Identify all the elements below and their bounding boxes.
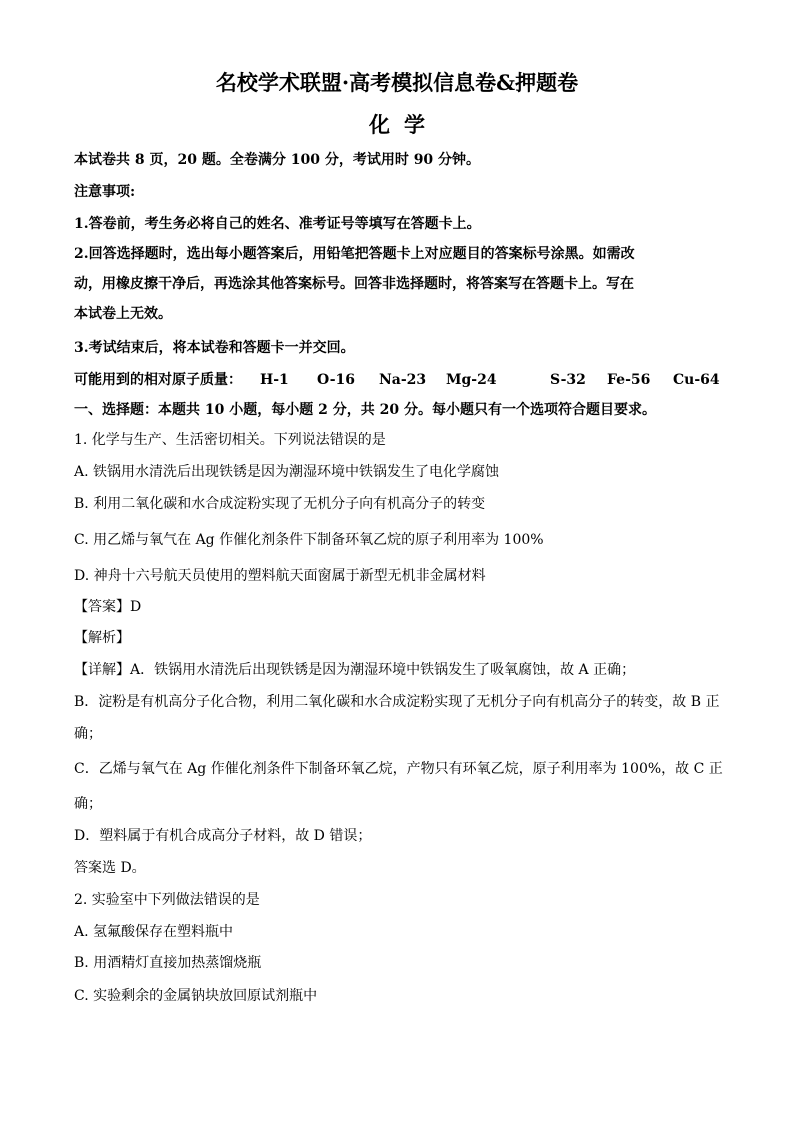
question-1-detail-line: 确；: [74, 726, 102, 742]
question-1-option-a: A. 铁锅用水清洗后出现铁锈是因为潮湿环境中铁锅发生了电化学腐蚀: [74, 464, 500, 480]
note-2-line-1: 2.回答选择题时，选出每小题答案后，用铅笔把答题卡上对应题目的答案标号涂黑。如需改: [74, 246, 635, 262]
subject-title: 化学: [369, 112, 439, 137]
atomic-mass-item: O-16: [317, 372, 356, 388]
question-1-detail-line: 确；: [74, 796, 102, 812]
note-3: 3.考试结束后，将本试卷和答题卡一并交回。: [74, 340, 355, 356]
atomic-mass-item: Fe-56: [607, 372, 651, 388]
atomic-mass-item: S-32: [550, 372, 586, 388]
exam-title: 名校学术联盟·高考模拟信息卷&押题卷: [215, 70, 579, 95]
question-1-option-d: D. 神舟十六号航天员使用的塑料航天面窗属于新型无机非金属材料: [74, 568, 486, 584]
question-1-detail-line: B．淀粉是有机高分子化合物，利用二氧化碳和水合成淀粉实现了无机分子向有机高分子的转变，故 B 正: [74, 694, 720, 710]
question-2-stem: 2. 实验室中下列做法错误的是: [74, 892, 260, 908]
atomic-mass-item: Na-23: [379, 372, 427, 388]
question-1-analysis-label: 【解析】: [74, 630, 130, 646]
note-2-line-3: 本试卷上无效。: [74, 306, 172, 322]
atomic-mass-item: Mg-24: [446, 372, 497, 388]
question-1-stem: 1. 化学与生产、生活密切相关。下列说法错误的是: [74, 432, 386, 448]
question-1-detail-line: D．塑料属于有机合成高分子材料，故 D 错误；: [74, 828, 372, 844]
note-2-line-2: 动，用橡皮擦干净后，再选涂其他答案标号。回答非选择题时，将答案写在答题卡上。写在: [74, 276, 634, 292]
note-1: 1.答卷前，考生务必将自己的姓名、准考证号等填写在答题卡上。: [74, 216, 481, 232]
question-1-conclusion: 答案选 D。: [74, 860, 146, 876]
question-2-option-a: A. 氢氟酸保存在塑料瓶中: [74, 924, 234, 940]
question-1-detail-line: 【详解】A．铁锅用水清洗后出现铁锈是因为潮湿环境中铁锅发生了吸氧腐蚀，故 A 正确；: [74, 662, 636, 678]
atomic-masses-label: 可能用到的相对原子质量：: [74, 372, 242, 388]
question-2-option-b: B. 用酒精灯直接加热蒸馏烧瓶: [74, 955, 262, 971]
intro-line: 本试卷共 8 页，20 题。全卷满分 100 分，考试用时 90 分钟。: [74, 152, 481, 168]
question-1-answer: 【答案】D: [74, 599, 142, 615]
notes-heading: 注意事项:: [74, 184, 136, 200]
question-2-option-c: C. 实验剩余的金属钠块放回原试剂瓶中: [74, 988, 318, 1004]
atomic-masses-line: [74, 370, 724, 390]
question-1-option-b: B. 利用二氧化碳和水合成淀粉实现了无机分子向有机高分子的转变: [74, 496, 486, 512]
question-1-detail-line: C．乙烯与氧气在 Ag 作催化剂条件下制备环氧乙烷，产物只有环氧乙烷，原子利用率为 100%，故 C 正: [74, 761, 723, 777]
atomic-mass-item: Cu-64: [673, 372, 720, 388]
atomic-mass-item: H-1: [260, 372, 289, 388]
question-1-option-c: C. 用乙烯与氧气在 Ag 作催化剂条件下制备环氧乙烷的原子利用率为 100%: [74, 532, 544, 548]
section-1-heading: 一、选择题：本题共 10 小题，每小题 2 分，共 20 分。每小题只有一个选项符合题目要求。: [74, 402, 656, 418]
